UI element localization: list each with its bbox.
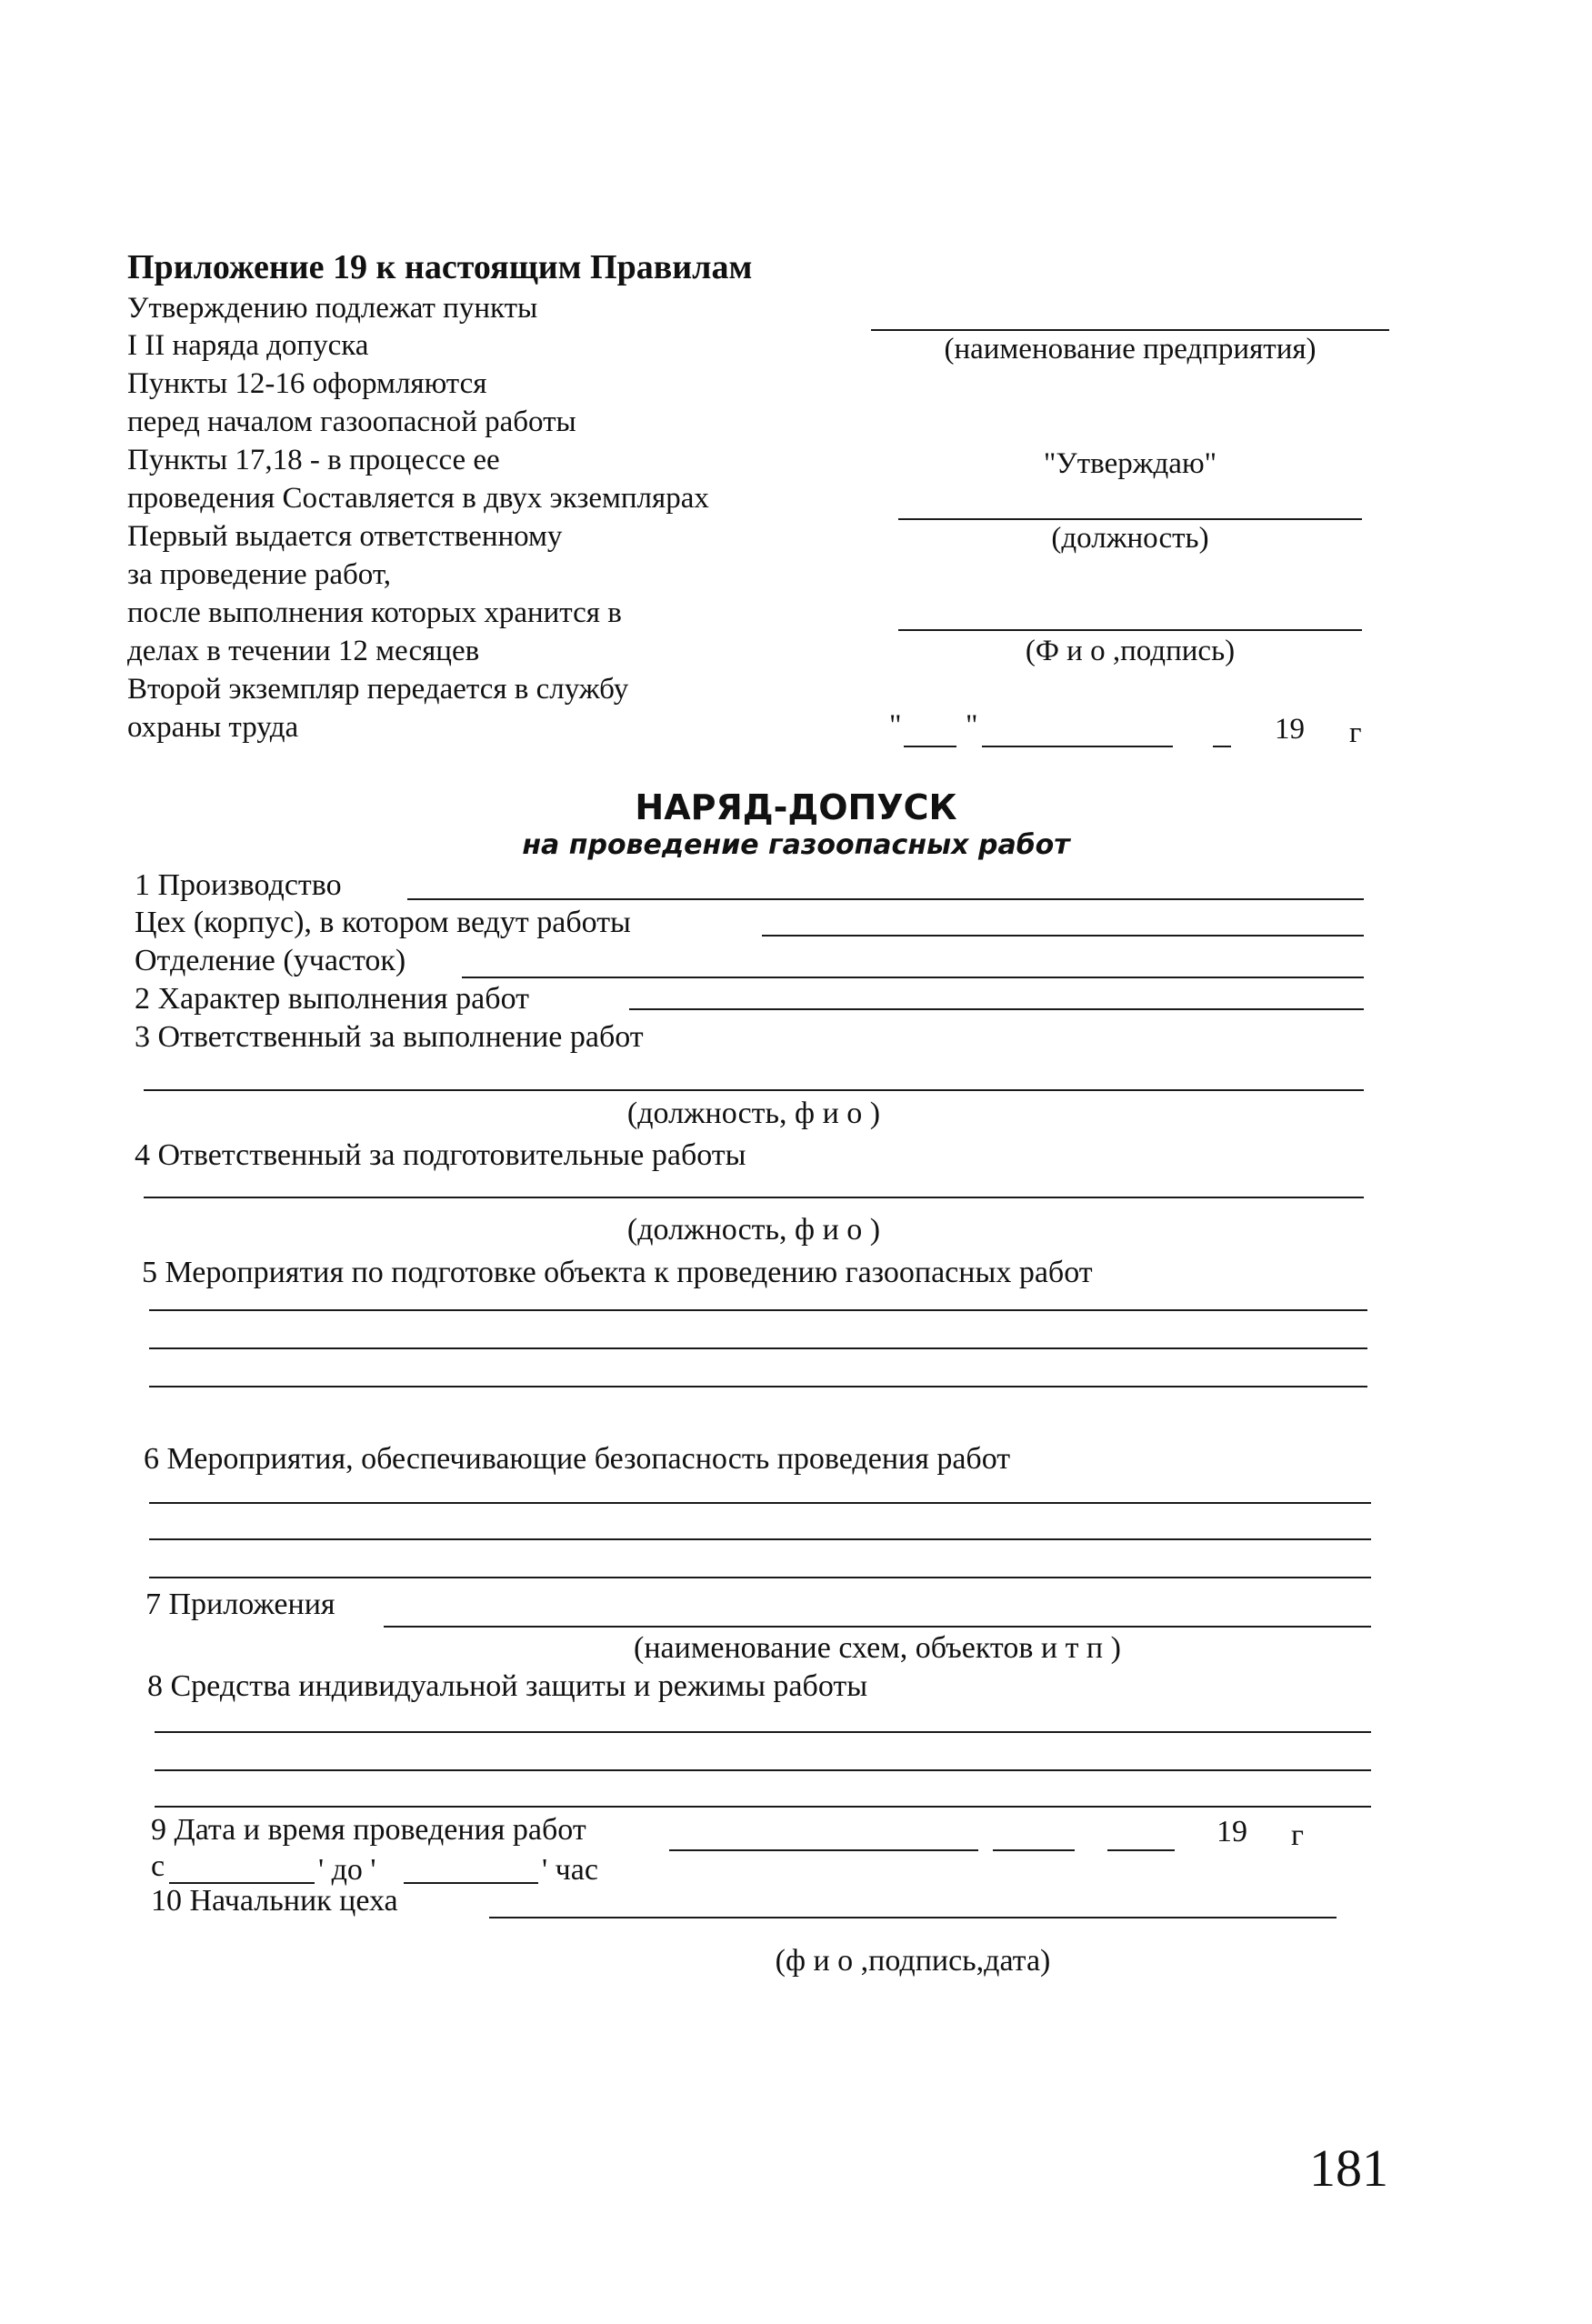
- field-10-caption: (ф и о ,подпись,дата): [775, 1944, 1051, 1978]
- field-9-year: 19: [1217, 1815, 1247, 1848]
- left-note-line: I II наряда допуска: [127, 329, 369, 362]
- left-note-line: перед началом газоопасной работы: [127, 406, 576, 438]
- enterprise-caption: (наименование предприятия): [944, 333, 1317, 366]
- field-5-line: [149, 1347, 1367, 1349]
- field-7-label: 7 Приложения: [145, 1588, 335, 1621]
- date-day-line: [904, 746, 956, 747]
- to-label: ' до ': [318, 1853, 376, 1887]
- field-6-line: [149, 1538, 1371, 1540]
- field-5-line: [149, 1309, 1367, 1311]
- approve-label: "Утверждаю": [1043, 447, 1217, 480]
- date-close-quote: ": [966, 709, 978, 742]
- signature-caption: (Ф и о ,подпись): [1025, 635, 1236, 667]
- field-10-label: 10 Начальник цеха: [151, 1884, 398, 1918]
- field-7-caption: (наименование схем, объектов и т п ): [634, 1631, 1121, 1665]
- to-time-line: [404, 1882, 538, 1884]
- form-title: НАРЯД-ДОПУСК: [635, 787, 957, 827]
- appendix-heading: Приложение 19 к настоящим Правилам: [127, 248, 753, 286]
- field-2-label: 2 Характер выполнения работ: [135, 982, 529, 1016]
- field-2-line: [629, 1008, 1364, 1010]
- field-3-line: [144, 1089, 1364, 1091]
- date-month-line: [982, 746, 1173, 747]
- field-8-line: [155, 1769, 1371, 1771]
- field-9-date-line: [1107, 1849, 1175, 1851]
- workshop-label: Цех (корпус), в котором ведут работы: [135, 906, 631, 939]
- signature-line: [898, 629, 1362, 631]
- enterprise-line: [871, 329, 1389, 331]
- workshop-line: [762, 935, 1364, 937]
- field-9-year-suffix: г: [1291, 1818, 1304, 1852]
- field-5-label: 5 Мероприятия по подготовке объекта к проведению газоопасных работ: [142, 1256, 1093, 1289]
- position-line: [898, 518, 1362, 520]
- left-note-line: за проведение работ,: [127, 558, 392, 591]
- field-8-line: [155, 1731, 1371, 1733]
- from-label: с: [151, 1849, 165, 1883]
- left-note-line: Пункты 12-16 оформляются: [127, 367, 487, 400]
- date-open-quote: ": [889, 709, 902, 742]
- page-number: 181: [1309, 2139, 1388, 2198]
- field-9-date-line: [993, 1849, 1075, 1851]
- field-8-label: 8 Средства индивидуальной защиты и режимы работы: [147, 1669, 868, 1703]
- field-4-line: [144, 1197, 1364, 1198]
- left-note-line: Первый выдается ответственному: [127, 520, 563, 553]
- field-5-line: [149, 1386, 1367, 1387]
- date-year-line: [1213, 746, 1231, 747]
- left-note-line: делах в течении 12 месяцев: [127, 635, 480, 667]
- form-subtitle: на проведение газоопасных работ: [522, 829, 1070, 861]
- field-1-line: [407, 898, 1364, 900]
- field-4-label: 4 Ответственный за подготовительные работы: [135, 1138, 746, 1172]
- field-9-date-line: [669, 1849, 978, 1851]
- field-10-line: [489, 1917, 1337, 1918]
- field-3-caption: (должность, ф и о ): [626, 1097, 881, 1130]
- field-6-line: [149, 1577, 1371, 1578]
- field-3-label: 3 Ответственный за выполнение работ: [135, 1020, 644, 1054]
- left-note-line: Утверждению подлежат пункты: [127, 292, 538, 325]
- left-note-line: Второй экземпляр передается в службу: [127, 673, 629, 706]
- hour-label: ' час: [542, 1853, 598, 1887]
- department-line: [462, 977, 1364, 978]
- department-label: Отделение (участок): [135, 944, 406, 977]
- left-note-line: Пункты 17,18 - в процессе ее: [127, 444, 500, 476]
- left-note-line: после выполнения которых хранится в: [127, 596, 622, 629]
- field-9-label: 9 Дата и время проведения работ: [151, 1813, 586, 1847]
- position-caption: (должность): [1051, 522, 1209, 555]
- date-year-suffix: г: [1349, 716, 1362, 749]
- date-year: 19: [1275, 713, 1305, 746]
- field-4-caption: (должность, ф и о ): [626, 1213, 881, 1247]
- field-6-line: [149, 1502, 1371, 1504]
- left-note-line: проведения Составляется в двух экземплярах: [127, 482, 709, 515]
- field-6-label: 6 Мероприятия, обеспечивающие безопасность проведения работ: [144, 1442, 1011, 1476]
- left-note-line: охраны труда: [127, 711, 299, 744]
- field-8-line: [155, 1806, 1371, 1808]
- field-1-label: 1 Производство: [135, 868, 342, 902]
- field-7-line: [384, 1626, 1371, 1628]
